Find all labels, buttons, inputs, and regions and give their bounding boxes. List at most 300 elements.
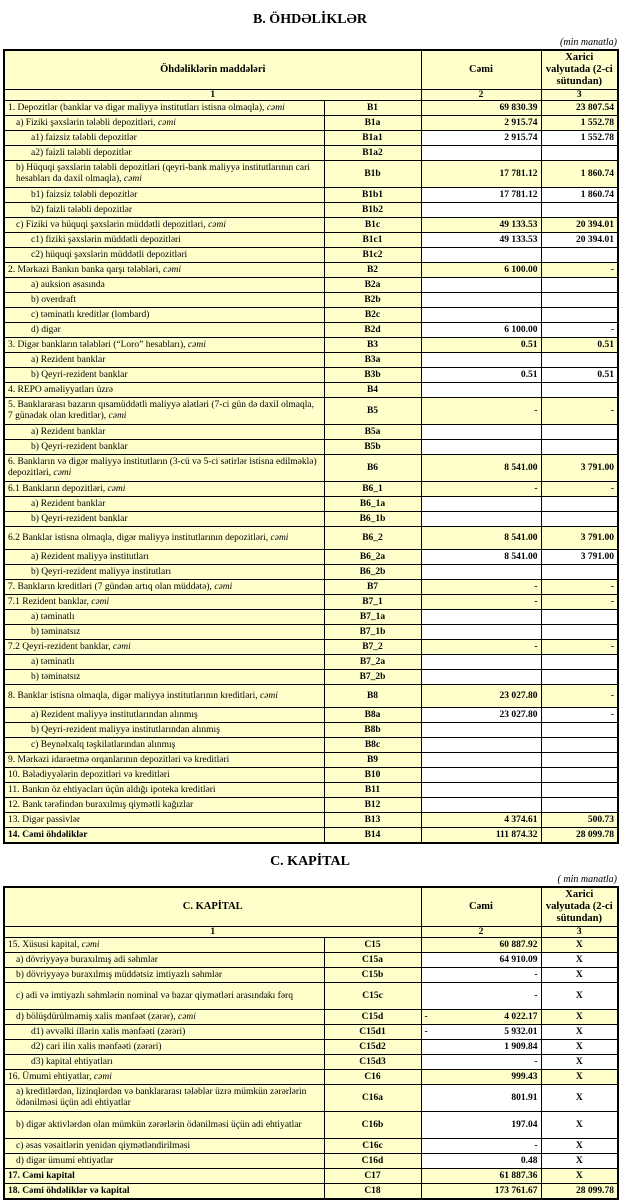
- item-code-cell: C15: [324, 938, 421, 953]
- item-code-cell: B11: [324, 783, 421, 798]
- item-name-cell: 13. Digər passivlər: [4, 813, 324, 828]
- item-name-cell: 9. Mərkəzi idarəetmə orqanlarının depozitləri və kreditləri: [4, 753, 324, 768]
- total-value-cell: [421, 278, 541, 293]
- total-value-cell: [421, 383, 541, 398]
- foreign-currency-value-cell: [541, 440, 618, 455]
- section-c-title: C. KAPİTAL: [270, 854, 350, 869]
- table-row: [4, 527, 618, 550]
- table-row: [4, 610, 618, 625]
- foreign-currency-value-cell: 3 791.00: [541, 527, 618, 550]
- table-row: [4, 440, 618, 455]
- table-row: [4, 101, 618, 116]
- total-value-cell: 0.48: [421, 1154, 541, 1169]
- item-name-cell: 15. Xüsusi kapital, cəmi: [4, 938, 324, 953]
- item-code-cell: C15a: [324, 953, 421, 968]
- item-code-cell: B7_2b: [324, 670, 421, 685]
- item-name-cell: 17. Cəmi kapital: [4, 1169, 324, 1184]
- item-code-cell: C15d2: [324, 1040, 421, 1055]
- item-name-cell: d) bölüşdürülməmiş xalis mənfəət (zərər), cəmi: [4, 1010, 324, 1025]
- table-row: [4, 595, 618, 610]
- item-name-cell: c) Fiziki və hüquqi şəxslərin müddətli depozitləri, cəmi: [4, 218, 324, 233]
- total-value-cell: [421, 440, 541, 455]
- foreign-currency-value-cell: -: [541, 640, 618, 655]
- item-name-cell: b) overdraft: [4, 293, 324, 308]
- foreign-currency-value-cell: [541, 670, 618, 685]
- item-code-cell: B2c: [324, 308, 421, 323]
- item-name-cell: d) digər ümumi ehtiyatlar: [4, 1154, 324, 1169]
- item-code-cell: B8a: [324, 708, 421, 723]
- item-code-cell: B1a2: [324, 146, 421, 161]
- foreign-currency-value-cell: X: [541, 1085, 618, 1112]
- column-header-total: Cəmi: [421, 50, 541, 90]
- foreign-currency-value-cell: X: [541, 1025, 618, 1040]
- item-name-cell: 18. Cəmi öhdəliklər və kapital: [4, 1184, 324, 1200]
- table-row: [4, 968, 618, 983]
- item-code-cell: B1: [324, 101, 421, 116]
- total-value-cell: [421, 610, 541, 625]
- item-code-cell: B12: [324, 798, 421, 813]
- item-name-cell: d1) əvvəlki illərin xalis mənfəəti (zərəri): [4, 1025, 324, 1040]
- item-name-cell: 4. REPO əməliyyatları üzrə: [4, 383, 324, 398]
- item-code-cell: B8b: [324, 723, 421, 738]
- total-value-cell: 4 374.61: [421, 813, 541, 828]
- item-name-cell: b) Qeyri-rezident banklar: [4, 368, 324, 383]
- table-row: [4, 278, 618, 293]
- foreign-currency-value-cell: X: [541, 1010, 618, 1025]
- table-row: [4, 565, 618, 580]
- item-name-cell: a) Rezident banklar: [4, 497, 324, 512]
- item-code-cell: B13: [324, 813, 421, 828]
- total-value-cell: -: [421, 1139, 541, 1154]
- item-name-cell: 6.1 Bankların depozitləri, cəmi: [4, 482, 324, 497]
- item-name-cell: a) kreditlərdən, lizinqlərdən və banklararası tələblər üzrə mümkün zərərlərin ödənilməsi üçün adi ehtiyatlar: [4, 1085, 324, 1112]
- item-code-cell: C16a: [324, 1085, 421, 1112]
- total-value-cell: [421, 768, 541, 783]
- total-value-cell: 23 027.80: [421, 708, 541, 723]
- foreign-currency-value-cell: [541, 248, 618, 263]
- foreign-currency-value-cell: [541, 203, 618, 218]
- item-code-cell: B1a1: [324, 131, 421, 146]
- column-header-foreign: Xarici valyutada (2-ci sütundan): [541, 50, 618, 90]
- item-name-cell: c) Beynəlxalq təşkilatlarından alınmış: [4, 738, 324, 753]
- column-number-3: 3: [541, 927, 618, 938]
- total-value-cell: [421, 625, 541, 640]
- foreign-currency-value-cell: [541, 497, 618, 512]
- foreign-currency-value-cell: [541, 293, 618, 308]
- table-row: [4, 953, 618, 968]
- foreign-currency-value-cell: [541, 565, 618, 580]
- item-name-cell: b) Qeyri-rezident maliyyə institutlarından alınmış: [4, 723, 324, 738]
- column-header-items: C. KAPİTAL: [4, 887, 421, 927]
- item-code-cell: B7_1: [324, 595, 421, 610]
- foreign-currency-value-cell: X: [541, 1070, 618, 1085]
- item-name-cell: b2) faizli tələbli depozitlər: [4, 203, 324, 218]
- total-value-cell: [421, 655, 541, 670]
- foreign-currency-value-cell: [541, 383, 618, 398]
- total-value-cell: [421, 146, 541, 161]
- item-name-cell: d2) cari ilin xalis mənfəəti (zərəri): [4, 1040, 324, 1055]
- item-code-cell: B6_2: [324, 527, 421, 550]
- item-code-cell: B5: [324, 398, 421, 425]
- foreign-currency-value-cell: X: [541, 1112, 618, 1139]
- table-row: [4, 685, 618, 708]
- item-code-cell: C15b: [324, 968, 421, 983]
- foreign-currency-value-cell: 500.73: [541, 813, 618, 828]
- item-code-cell: C17: [324, 1169, 421, 1184]
- foreign-currency-value-cell: 3 791.00: [541, 550, 618, 565]
- item-name-cell: 5. Banklararası bazarın qısamüddətli maliyyə alətləri (7-ci gün də daxil olmaqla, 7 günədək olan kreditlər), cəmi: [4, 398, 324, 425]
- total-value-cell: 8 541.00: [421, 455, 541, 482]
- item-name-cell: 12. Bank tərəfindən buraxılmış qiymətli kağızlar: [4, 798, 324, 813]
- item-name-cell: 6. Bankların və digər maliyyə institutların (3-cü və 5-ci sətirlər istisna edilməklə) depozitləri, cəmi: [4, 455, 324, 482]
- total-value-cell: 8 541.00: [421, 550, 541, 565]
- item-name-cell: a) Rezident maliyyə institutları: [4, 550, 324, 565]
- item-name-cell: 7. Bankların kreditləri (7 gündən artıq olan müddətə), cəmi: [4, 580, 324, 595]
- table-row: [4, 625, 618, 640]
- table-row: [4, 116, 618, 131]
- item-name-cell: 1. Depozitlər (banklar və digər maliyyə institutları istisna olmaqla), cəmi: [4, 101, 324, 116]
- total-value-cell: 23 027.80: [421, 685, 541, 708]
- foreign-currency-value-cell: [541, 610, 618, 625]
- item-name-cell: a) Rezident banklar: [4, 425, 324, 440]
- column-number-1: 1: [4, 90, 421, 101]
- foreign-currency-value-cell: [541, 278, 618, 293]
- capital-table-body: [4, 938, 618, 1200]
- item-code-cell: B1b2: [324, 203, 421, 218]
- foreign-currency-value-cell: X: [541, 968, 618, 983]
- item-code-cell: B3a: [324, 353, 421, 368]
- table-row: [4, 938, 618, 953]
- table-row: [4, 1184, 618, 1200]
- total-value-cell: - 5 932.01: [421, 1025, 541, 1040]
- foreign-currency-value-cell: X: [541, 983, 618, 1010]
- item-code-cell: B7: [324, 580, 421, 595]
- foreign-currency-value-cell: [541, 353, 618, 368]
- total-value-cell: 69 830.39: [421, 101, 541, 116]
- item-code-cell: B6_1a: [324, 497, 421, 512]
- item-code-cell: B8: [324, 685, 421, 708]
- table-row: [4, 353, 618, 368]
- capital-table: [3, 886, 619, 1200]
- total-value-cell: 2 915.74: [421, 131, 541, 146]
- foreign-currency-value-cell: 1 860.74: [541, 161, 618, 188]
- foreign-currency-value-cell: X: [541, 1154, 618, 1169]
- total-value-cell: 49 133.53: [421, 233, 541, 248]
- table-row: [4, 1025, 618, 1040]
- item-name-cell: 3. Digər bankların tələbləri (“Loro” hesabları), cəmi: [4, 338, 324, 353]
- item-code-cell: C16b: [324, 1112, 421, 1139]
- foreign-currency-value-cell: -: [541, 708, 618, 723]
- total-value-cell: [421, 512, 541, 527]
- total-value-cell: -: [421, 398, 541, 425]
- total-value-cell: [421, 565, 541, 580]
- item-code-cell: B2a: [324, 278, 421, 293]
- item-name-cell: c2) hüquqi şəxslərin müddətli depozitləri: [4, 248, 324, 263]
- table-row: [4, 1040, 618, 1055]
- item-name-cell: b) Qeyri-rezident maliyyə institutları: [4, 565, 324, 580]
- foreign-currency-value-cell: 0.51: [541, 338, 618, 353]
- item-code-cell: B7_1a: [324, 610, 421, 625]
- item-name-cell: d3) kapital ehtiyatları: [4, 1055, 324, 1070]
- item-code-cell: B2b: [324, 293, 421, 308]
- item-code-cell: B2d: [324, 323, 421, 338]
- item-code-cell: B5b: [324, 440, 421, 455]
- foreign-currency-value-cell: -: [541, 685, 618, 708]
- total-value-cell: [421, 293, 541, 308]
- item-name-cell: d) digər: [4, 323, 324, 338]
- item-code-cell: B14: [324, 828, 421, 844]
- item-code-cell: B6_2b: [324, 565, 421, 580]
- foreign-currency-value-cell: X: [541, 1169, 618, 1184]
- foreign-currency-value-cell: 3 791.00: [541, 455, 618, 482]
- table-row: [4, 146, 618, 161]
- total-value-cell: -: [421, 482, 541, 497]
- total-value-cell: 1 909.84: [421, 1040, 541, 1055]
- table-row: [4, 1112, 618, 1139]
- item-name-cell: b) Qeyri-rezident banklar: [4, 512, 324, 527]
- item-code-cell: C18: [324, 1184, 421, 1200]
- item-name-cell: b) dövriyyəyə buraxılmış müddətsiz imtiyazlı səhmlər: [4, 968, 324, 983]
- total-value-cell: 801.91: [421, 1085, 541, 1112]
- total-value-cell: 111 874.32: [421, 828, 541, 844]
- table-row: [4, 203, 618, 218]
- table-row: [4, 708, 618, 723]
- item-name-cell: 2. Mərkəzi Bankın banka qarşı tələbləri, cəmi: [4, 263, 324, 278]
- item-code-cell: C15d3: [324, 1055, 421, 1070]
- item-code-cell: B7_2: [324, 640, 421, 655]
- table-row: [4, 233, 618, 248]
- foreign-currency-value-cell: [541, 425, 618, 440]
- foreign-currency-value-cell: 1 552.78: [541, 116, 618, 131]
- item-name-cell: a) təminatlı: [4, 655, 324, 670]
- item-name-cell: 14. Cəmi öhdəliklər: [4, 828, 324, 844]
- total-value-cell: [421, 497, 541, 512]
- item-name-cell: b) təminatsız: [4, 625, 324, 640]
- foreign-currency-value-cell: [541, 723, 618, 738]
- foreign-currency-value-cell: X: [541, 1055, 618, 1070]
- item-code-cell: B1c2: [324, 248, 421, 263]
- total-value-cell: 49 133.53: [421, 218, 541, 233]
- total-value-cell: [421, 308, 541, 323]
- section-b-title: B. ÖHDƏLİKLƏR: [252, 12, 368, 27]
- total-value-cell: 197.04: [421, 1112, 541, 1139]
- item-code-cell: C16c: [324, 1139, 421, 1154]
- table-row: [4, 368, 618, 383]
- section-c-unit-note: ( min manatla): [557, 874, 617, 885]
- column-header-foreign: Xarici valyutada (2-ci sütundan): [541, 887, 618, 927]
- table-row: [4, 338, 618, 353]
- table-row: [4, 131, 618, 146]
- item-code-cell: B1c: [324, 218, 421, 233]
- liabilities-header-row: [4, 50, 618, 90]
- table-row: [4, 218, 618, 233]
- item-code-cell: B3b: [324, 368, 421, 383]
- item-code-cell: B1b1: [324, 188, 421, 203]
- item-name-cell: b) Hüquqi şəxslərin tələbli depozitləri (qeyri-bank maliyyə institutlarının cari hesabları da daxil olmaqla), cəmi: [4, 161, 324, 188]
- item-code-cell: C15c: [324, 983, 421, 1010]
- total-value-cell: [421, 798, 541, 813]
- table-row: [4, 1139, 618, 1154]
- item-name-cell: 8. Banklar istisna olmaqla, digər maliyyə institutlarının kreditləri, cəmi: [4, 685, 324, 708]
- table-row: [4, 1070, 618, 1085]
- total-value-cell: 17 781.12: [421, 188, 541, 203]
- table-row: [4, 670, 618, 685]
- item-name-cell: a) Fiziki şəxslərin tələbli depozitləri, cəmi: [4, 116, 324, 131]
- total-value-cell: 60 887.92: [421, 938, 541, 953]
- table-row: [4, 497, 618, 512]
- item-name-cell: c) adi və imtiyazlı səhmlərin nominal və bazar qiymətləri arasındakı fərq: [4, 983, 324, 1010]
- table-row: [4, 1085, 618, 1112]
- table-row: [4, 248, 618, 263]
- total-value-cell: 64 910.09: [421, 953, 541, 968]
- foreign-currency-value-cell: -: [541, 482, 618, 497]
- foreign-currency-value-cell: -: [541, 263, 618, 278]
- foreign-currency-value-cell: [541, 753, 618, 768]
- item-code-cell: B1c1: [324, 233, 421, 248]
- item-code-cell: B6_1: [324, 482, 421, 497]
- total-value-cell: 173 761.67: [421, 1184, 541, 1200]
- foreign-currency-value-cell: [541, 308, 618, 323]
- total-value-cell: [421, 670, 541, 685]
- foreign-currency-value-cell: -: [541, 323, 618, 338]
- table-row: [4, 723, 618, 738]
- table-row: [4, 655, 618, 670]
- table-row: [4, 425, 618, 440]
- total-value-cell: -: [421, 983, 541, 1010]
- item-name-cell: 16. Ümumi ehtiyatlar, cəmi: [4, 1070, 324, 1085]
- total-value-cell: 999.43: [421, 1070, 541, 1085]
- total-value-cell: 6 100.00: [421, 263, 541, 278]
- item-code-cell: C15d1: [324, 1025, 421, 1040]
- item-code-cell: B6: [324, 455, 421, 482]
- table-row: [4, 293, 618, 308]
- table-row: [4, 263, 618, 278]
- foreign-currency-value-cell: 28 099.78: [541, 828, 618, 844]
- table-row: [4, 1010, 618, 1025]
- item-name-cell: 6.2 Banklar istisna olmaqla, digər maliyyə institutlarının depozitləri, cəmi: [4, 527, 324, 550]
- total-value-cell: [421, 723, 541, 738]
- item-code-cell: B2: [324, 263, 421, 278]
- capital-column-numbers-row: [4, 927, 618, 938]
- table-row: [4, 482, 618, 497]
- table-row: [4, 512, 618, 527]
- foreign-currency-value-cell: [541, 738, 618, 753]
- foreign-currency-value-cell: 20 394.01: [541, 233, 618, 248]
- table-row: [4, 768, 618, 783]
- item-code-cell: B7_2a: [324, 655, 421, 670]
- item-code-cell: B1b: [324, 161, 421, 188]
- table-row: [4, 753, 618, 768]
- table-row: [4, 383, 618, 398]
- item-code-cell: B5a: [324, 425, 421, 440]
- total-value-cell: -: [421, 1055, 541, 1070]
- total-value-cell: 6 100.00: [421, 323, 541, 338]
- item-name-cell: c1) fiziki şəxslərin müddətli depozitləri: [4, 233, 324, 248]
- foreign-currency-value-cell: [541, 146, 618, 161]
- total-value-cell: 0.51: [421, 338, 541, 353]
- section-b-unit-note: (min manatla): [560, 37, 617, 48]
- capital-header-row: [4, 887, 618, 927]
- total-value-cell: 2 915.74: [421, 116, 541, 131]
- total-value-cell: 0.51: [421, 368, 541, 383]
- table-row: [4, 1154, 618, 1169]
- foreign-currency-value-cell: 0.51: [541, 368, 618, 383]
- item-name-cell: a) təminatlı: [4, 610, 324, 625]
- total-value-cell: -: [421, 580, 541, 595]
- item-code-cell: C16d: [324, 1154, 421, 1169]
- table-row: [4, 398, 618, 425]
- foreign-currency-value-cell: [541, 783, 618, 798]
- foreign-currency-value-cell: [541, 768, 618, 783]
- total-value-cell: 61 887.36: [421, 1169, 541, 1184]
- table-row: [4, 1055, 618, 1070]
- foreign-currency-value-cell: [541, 655, 618, 670]
- table-row: [4, 813, 618, 828]
- item-code-cell: C16: [324, 1070, 421, 1085]
- item-name-cell: a2) faizli tələbli depozitlər: [4, 146, 324, 161]
- total-value-cell: -: [421, 968, 541, 983]
- item-code-cell: B10: [324, 768, 421, 783]
- item-name-cell: a1) faizsiz tələbli depozitlər: [4, 131, 324, 146]
- item-name-cell: a) Rezident banklar: [4, 353, 324, 368]
- foreign-currency-value-cell: 1 552.78: [541, 131, 618, 146]
- column-number-1: 1: [4, 927, 421, 938]
- item-name-cell: 7.1 Rezident banklar, cəmi: [4, 595, 324, 610]
- item-code-cell: B1a: [324, 116, 421, 131]
- item-name-cell: 10. Bələdiyyələrin depozitləri və kreditləri: [4, 768, 324, 783]
- column-header-items: Öhdəliklərin maddələri: [4, 50, 421, 90]
- item-code-cell: B4: [324, 383, 421, 398]
- foreign-currency-value-cell: 20 394.01: [541, 218, 618, 233]
- column-number-2: 2: [421, 927, 541, 938]
- foreign-currency-value-cell: X: [541, 1040, 618, 1055]
- item-name-cell: a) dövriyyəyə buraxılmış adi səhmlər: [4, 953, 324, 968]
- total-value-cell: [421, 753, 541, 768]
- total-value-cell: [421, 425, 541, 440]
- total-value-cell: 8 541.00: [421, 527, 541, 550]
- item-code-cell: B7_1b: [324, 625, 421, 640]
- item-name-cell: b1) faizsiz tələbli depozitlər: [4, 188, 324, 203]
- foreign-currency-value-cell: X: [541, 953, 618, 968]
- table-row: [4, 738, 618, 753]
- item-name-cell: b) digər aktivlərdən olan mümkün zərərlərin ödənilməsi üçün adi ehtiyatlar: [4, 1112, 324, 1139]
- table-row: [4, 828, 618, 844]
- item-code-cell: B9: [324, 753, 421, 768]
- item-name-cell: b) Qeyri-rezident banklar: [4, 440, 324, 455]
- item-name-cell: c) təminatlı kreditlər (lombard): [4, 308, 324, 323]
- table-row: [4, 783, 618, 798]
- total-value-cell: [421, 248, 541, 263]
- total-value-cell: [421, 783, 541, 798]
- foreign-currency-value-cell: 28 099.78: [541, 1184, 618, 1200]
- total-value-cell: [421, 353, 541, 368]
- table-row: [4, 455, 618, 482]
- column-number-2: 2: [421, 90, 541, 101]
- total-value-cell: -: [421, 595, 541, 610]
- table-row: [4, 983, 618, 1010]
- foreign-currency-value-cell: X: [541, 938, 618, 953]
- liabilities-table-body: [4, 101, 618, 844]
- table-row: [4, 1169, 618, 1184]
- foreign-currency-value-cell: [541, 798, 618, 813]
- foreign-currency-value-cell: [541, 512, 618, 527]
- item-name-cell: b) təminatsız: [4, 670, 324, 685]
- table-row: [4, 580, 618, 595]
- foreign-currency-value-cell: 23 807.54: [541, 101, 618, 116]
- liabilities-column-numbers-row: [4, 90, 618, 101]
- foreign-currency-value-cell: 1 860.74: [541, 188, 618, 203]
- item-name-cell: 11. Bankın öz ehtiyacları üçün aldığı ipoteka kreditləri: [4, 783, 324, 798]
